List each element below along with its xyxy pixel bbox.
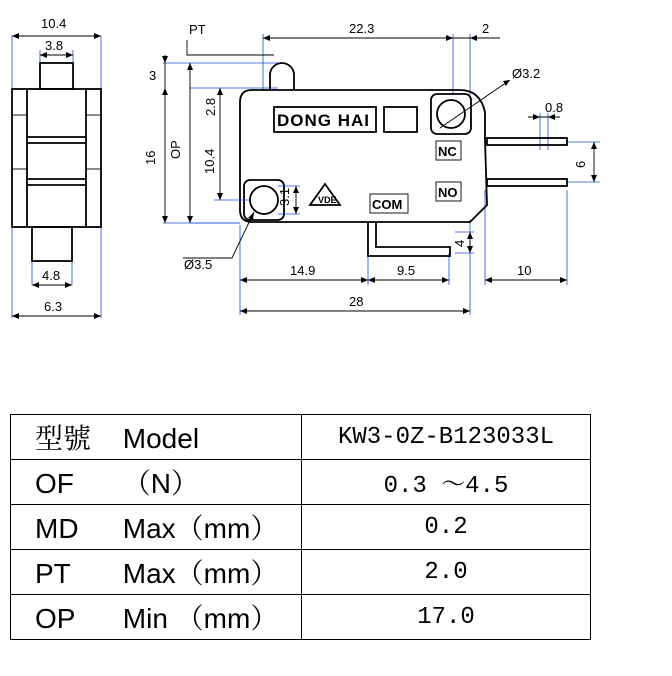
dim-hole-left: Ø3.5 bbox=[184, 257, 213, 272]
spec-row bbox=[11, 550, 591, 595]
spec-label: Max（mm） bbox=[122, 513, 279, 544]
spec-label: Model bbox=[122, 423, 200, 454]
spec-row bbox=[11, 595, 591, 640]
svg-text:VDE: VDE bbox=[318, 195, 337, 205]
vde-certification-mark-icon bbox=[310, 184, 340, 205]
dim-length-9-5: 9.5 bbox=[397, 263, 416, 278]
spec-row bbox=[11, 415, 591, 460]
dim-side-width-terminal: 4.8 bbox=[42, 268, 61, 283]
side-view bbox=[12, 16, 101, 319]
dim-3: 3 bbox=[149, 68, 157, 83]
spec-key: PT bbox=[35, 558, 71, 589]
dim-16: 16 bbox=[143, 150, 158, 165]
dim-offset-2: 2 bbox=[482, 21, 490, 36]
spec-row bbox=[11, 505, 591, 550]
spec-value: 0.2 bbox=[302, 505, 591, 550]
spec-label: Max（mm） bbox=[122, 558, 279, 589]
dim-length-14-9: 14.9 bbox=[290, 263, 316, 278]
front-view bbox=[143, 21, 600, 315]
dim-length-22-3: 22.3 bbox=[349, 21, 375, 36]
spec-table bbox=[10, 414, 591, 640]
brand-label: DONG HAI bbox=[277, 111, 370, 130]
dim-hole-right: Ø3.2 bbox=[512, 66, 541, 81]
spec-label: Min （mm） bbox=[122, 603, 279, 634]
spec-key: 型號 bbox=[35, 423, 92, 454]
spec-value: KW3-0Z-B123033L bbox=[302, 415, 591, 460]
spec-value: 17.0 bbox=[302, 595, 591, 640]
spec-key: OP bbox=[35, 603, 76, 634]
dim-side-width-top: 10.4 bbox=[41, 16, 67, 31]
dim-terminal-pitch: 6 bbox=[573, 160, 588, 168]
spec-row bbox=[11, 460, 591, 505]
label-pt: PT bbox=[189, 22, 206, 37]
spec-value: 0.3 ～4.5 bbox=[302, 460, 591, 505]
terminal-label-nc: NC bbox=[438, 144, 457, 159]
dim-4: 4 bbox=[452, 239, 467, 247]
dim-side-width-lever: 3.8 bbox=[45, 38, 64, 53]
spec-value: 2.0 bbox=[302, 550, 591, 595]
spec-label: （N） bbox=[122, 468, 200, 499]
dim-terminal-thickness: 0.8 bbox=[545, 100, 564, 115]
dim-length-10: 10 bbox=[517, 263, 532, 278]
spec-key: MD bbox=[35, 513, 79, 544]
terminal-label-com: COM bbox=[372, 197, 403, 212]
dim-2-8: 2.8 bbox=[203, 97, 218, 116]
dim-length-28: 28 bbox=[349, 294, 364, 309]
dim-10-4: 10.4 bbox=[202, 148, 217, 174]
terminal-label-no: NO bbox=[438, 185, 458, 200]
spec-key: OF bbox=[35, 468, 74, 499]
dim-3-1: 3.1 bbox=[277, 187, 292, 206]
label-op: OP bbox=[168, 140, 183, 159]
dim-side-width-bottom: 6.3 bbox=[44, 299, 63, 314]
